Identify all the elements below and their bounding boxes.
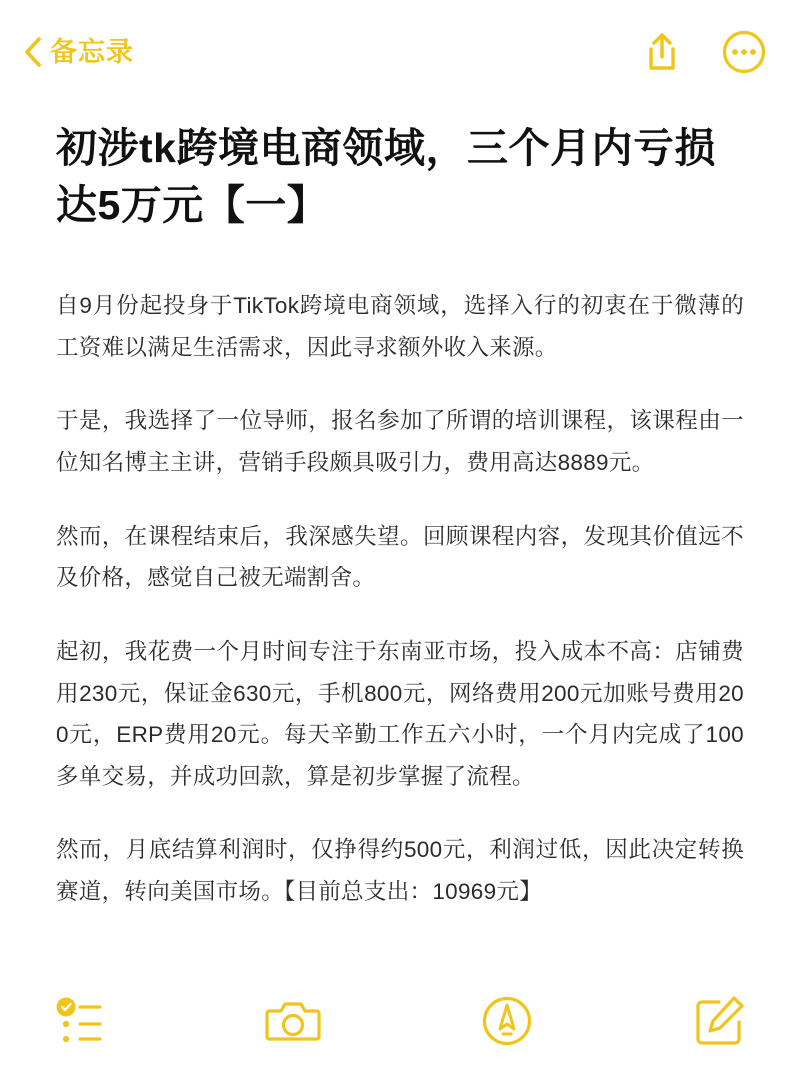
compose-icon[interactable] (692, 993, 748, 1049)
chevron-left-icon[interactable] (20, 35, 46, 69)
checklist-icon[interactable] (52, 993, 108, 1049)
nav-actions (642, 30, 766, 74)
back-button[interactable] (20, 35, 134, 69)
page-title: 初涉tk跨境电商领域，三个月内亏损达5万元【一】 (56, 125, 716, 228)
note-content (0, 104, 800, 913)
paragraph: 然而，月底结算利润时，仅挣得约500元，利润过低，因此决定转换赛道，转向美国市场。【目前总支出：10969元】 (56, 837, 744, 905)
paragraph: 起初，我花费一个月时间专注于东南亚市场，投入成本不高：店铺费用230元，保证金630元，手机800元，网络费用200元加账号费用200元，ERP费用20元。每天辛勤工作五六小时，一个月内完成了100多单交易，并成功回款，算是初步掌握了流程。 (56, 638, 744, 789)
nav-title: 备忘录 (50, 36, 134, 67)
paragraph: 于是，我选择了一位导师，报名参加了所谓的培训课程，该课程由一位知名博主主讲，营销手段颇具吸引力，费用高达8889元。 (56, 408, 744, 476)
markup-pen-icon[interactable] (479, 993, 535, 1049)
share-upload-icon[interactable] (642, 30, 682, 74)
bottom-toolbar (0, 973, 800, 1069)
camera-icon[interactable] (265, 993, 321, 1049)
top-navigation-bar (0, 0, 800, 104)
more-ellipsis-icon[interactable] (722, 30, 766, 74)
paragraph: 自9月份起投身于TikTok跨境电商领域，选择入行的初衷在于微薄的工资难以满足生活需求，因此寻求额外收入来源。 (56, 293, 744, 360)
paragraph: 然而，在课程结束后，我深感失望。回顾课程内容，发现其价值远不及价格，感觉自己被无端割舍。 (56, 523, 744, 591)
